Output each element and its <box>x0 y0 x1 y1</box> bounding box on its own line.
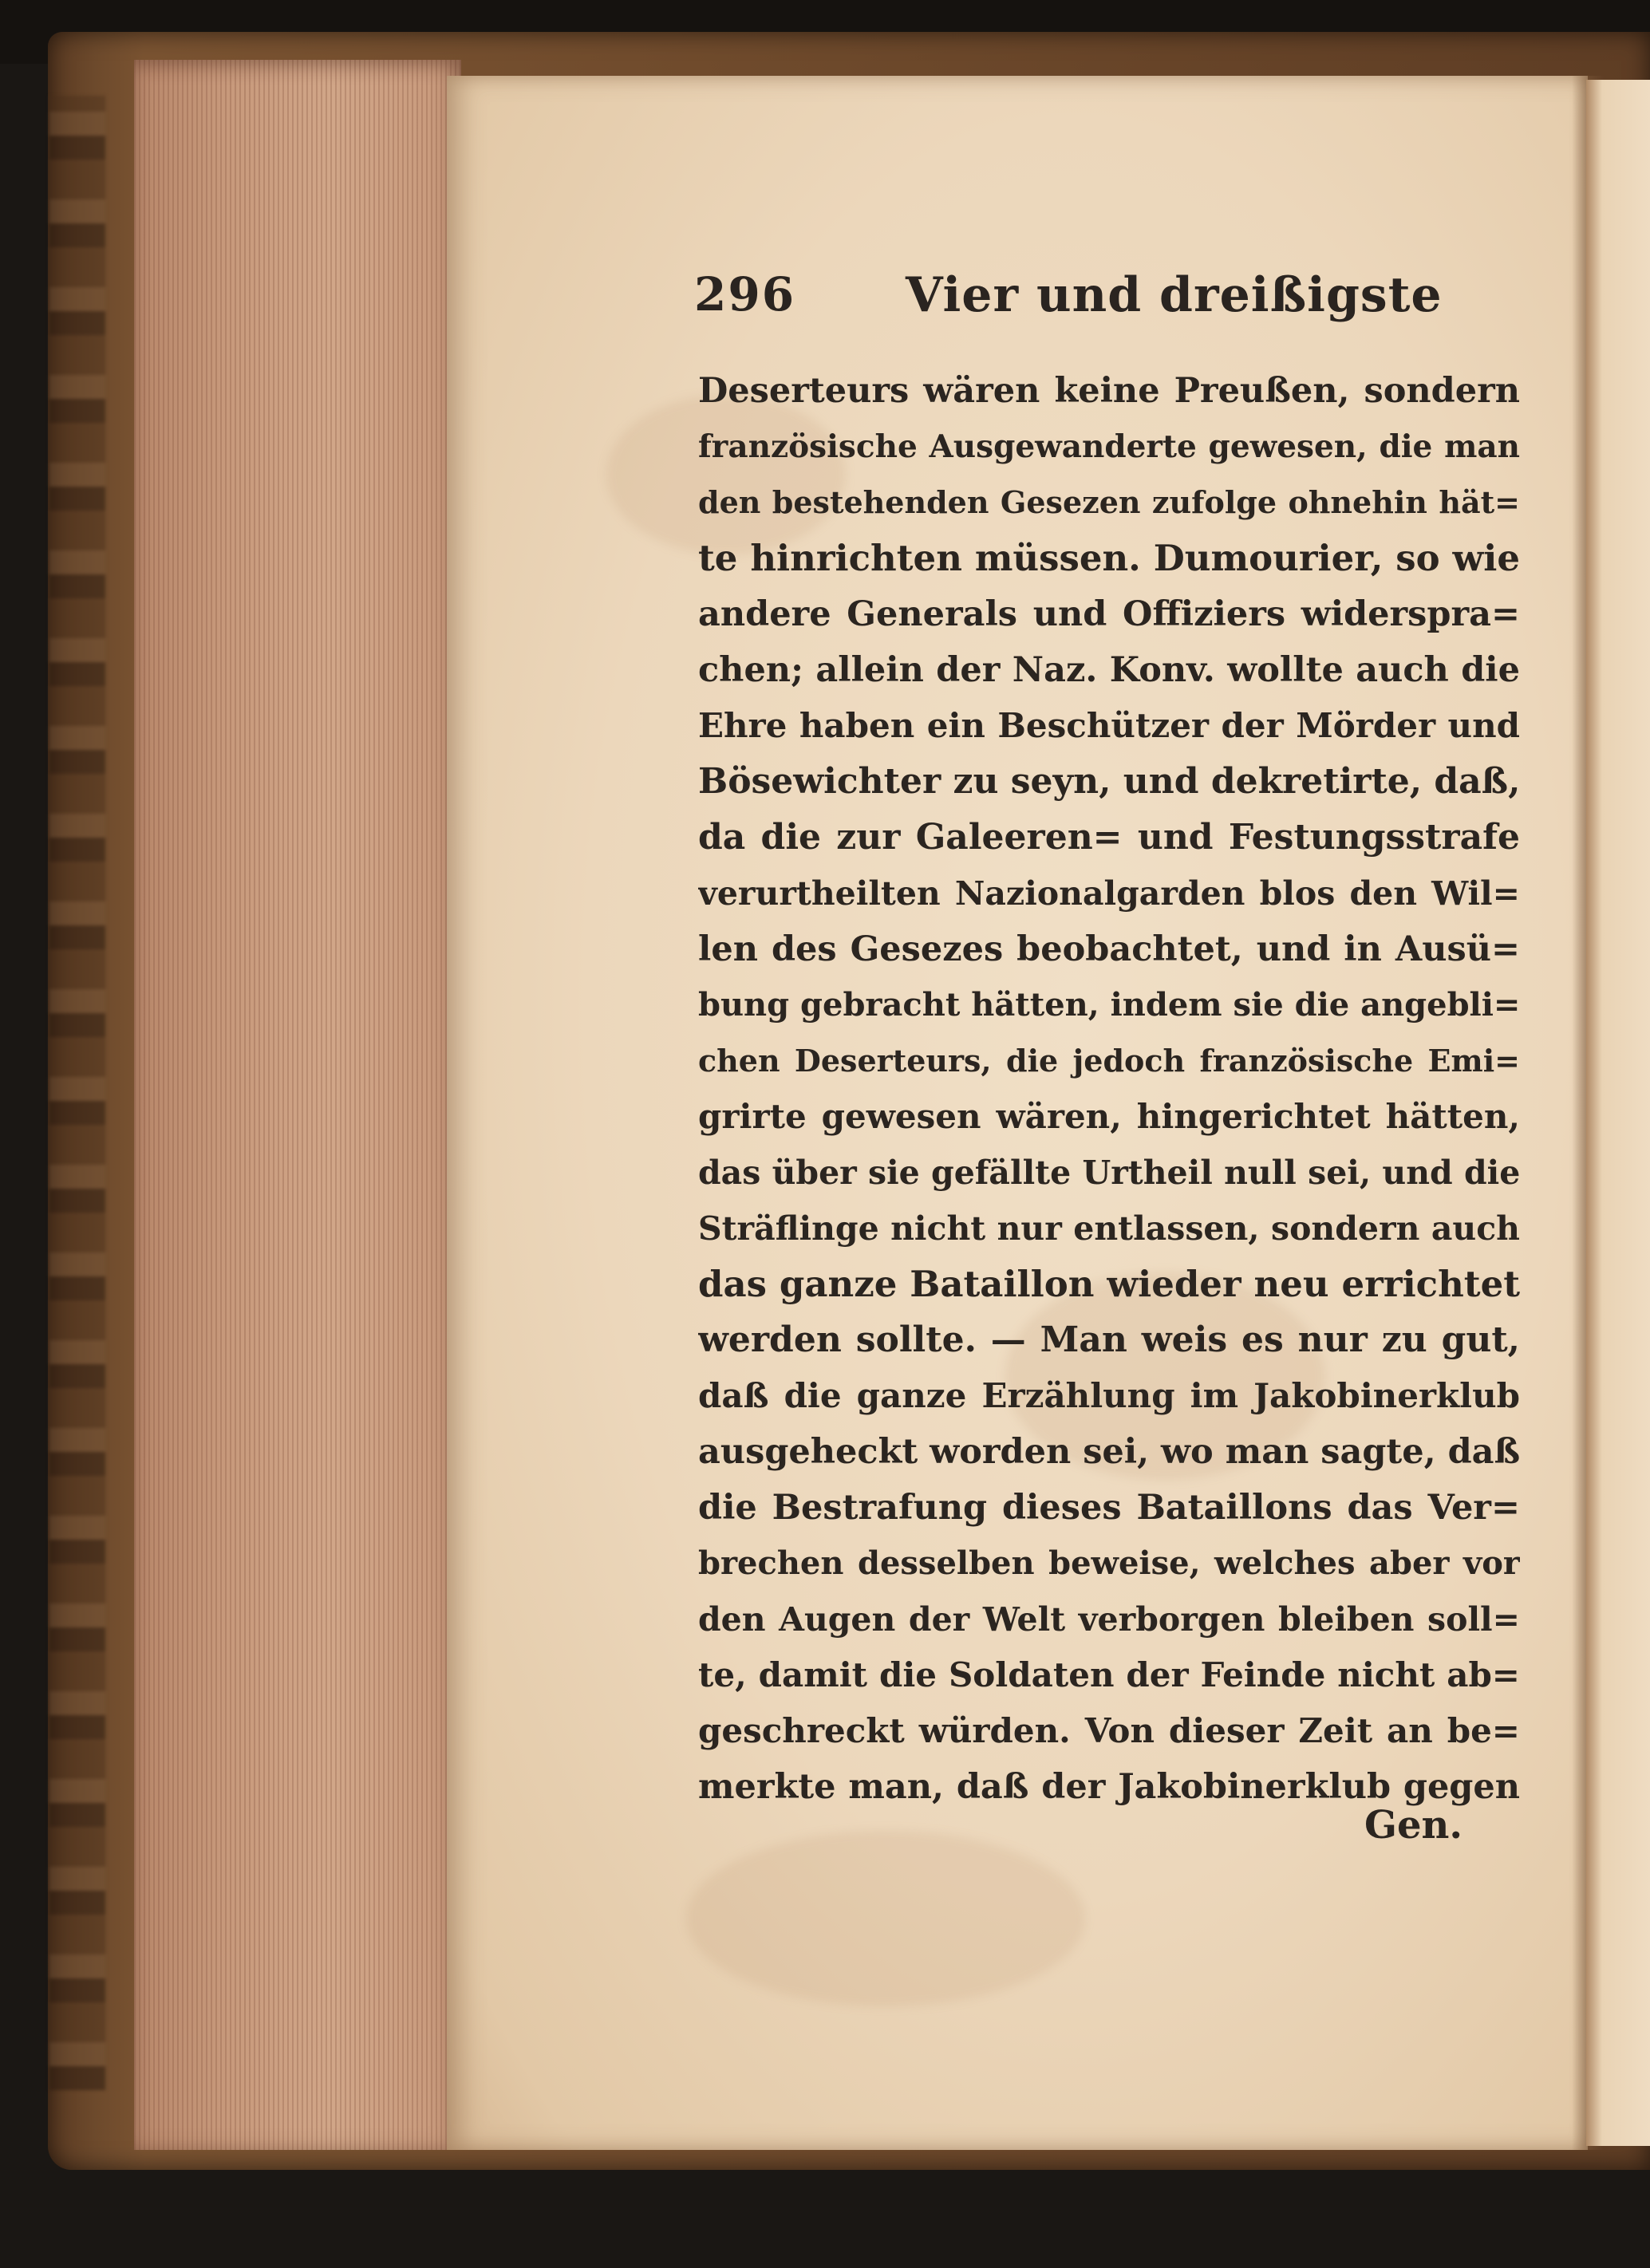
text-line: da die zur Galeeren= und Festungsstrafe <box>698 817 1520 858</box>
text-line: den Augen der Welt verborgen bleiben soll= <box>698 1600 1520 1639</box>
running-head: Vier und dreißigste <box>906 267 1443 323</box>
body-text <box>698 363 1520 1815</box>
text-line: Sträflinge nicht nur entlassen, sondern auch <box>698 1209 1520 1248</box>
text-line: len des Gesezes beobachtet, und in Ausü= <box>698 929 1520 969</box>
text-line: geschreckt würden. Von dieser Zeit an be= <box>698 1711 1520 1750</box>
text-line: andere Generals und Offiziers widerspra= <box>698 594 1520 634</box>
text-line: Ehre haben ein Beschützer der Mörder und <box>698 706 1520 745</box>
catchword: Gen. <box>1364 1803 1463 1848</box>
text-line: ausgeheckt worden sei, wo man sagte, daß <box>698 1432 1520 1472</box>
text-line: den bestehenden Gesezen zufolge ohnehin hät= <box>698 484 1520 520</box>
text-line: das über sie gefällte Urtheil null sei, und die <box>698 1154 1520 1192</box>
text-line: werden sollte. — Man weis es nur zu gut, <box>698 1319 1520 1360</box>
text-line: daß die ganze Erzählung im Jakobinerklub <box>698 1376 1520 1415</box>
text-line: französische Ausgewanderte gewesen, die man <box>698 428 1520 465</box>
text-line: te hinrichten müssen. Dumourier, so wie <box>698 537 1520 579</box>
page-block-edges <box>134 60 461 2150</box>
text-line: chen Deserteurs, die jedoch französische Emi= <box>698 1043 1520 1079</box>
text-line: bung gebracht hätten, indem sie die angebli= <box>698 986 1520 1024</box>
next-page-edge <box>1586 80 1650 2146</box>
text-line: verurtheilten Nazionalgarden blos den Wil= <box>698 874 1520 913</box>
text-line: te, damit die Soldaten der Feinde nicht ab= <box>698 1655 1520 1694</box>
text-line: chen; allein der Naz. Konv. wollte auch die <box>698 650 1520 690</box>
text-line: die Bestrafung dieses Bataillons das Ver= <box>698 1488 1520 1528</box>
paper-stain <box>686 1831 1085 2006</box>
worn-cover-edge <box>49 96 105 2090</box>
text-line: Deserteurs wären keine Preußen, sondern <box>698 371 1520 411</box>
text-line: merkte man, daß der Jakobinerklub gegen <box>698 1767 1520 1807</box>
text-line: grirte gewesen wären, hingerichtet hätten, <box>698 1097 1520 1136</box>
text-line: das ganze Bataillon wieder neu errichtet <box>698 1263 1520 1305</box>
page-header <box>694 267 1492 339</box>
text-line: Bösewichter zu seyn, und dekretirte, daß, <box>698 761 1520 802</box>
text-line: brechen desselben beweise, welches aber vor <box>698 1544 1520 1582</box>
page-number: 296 <box>694 267 796 321</box>
